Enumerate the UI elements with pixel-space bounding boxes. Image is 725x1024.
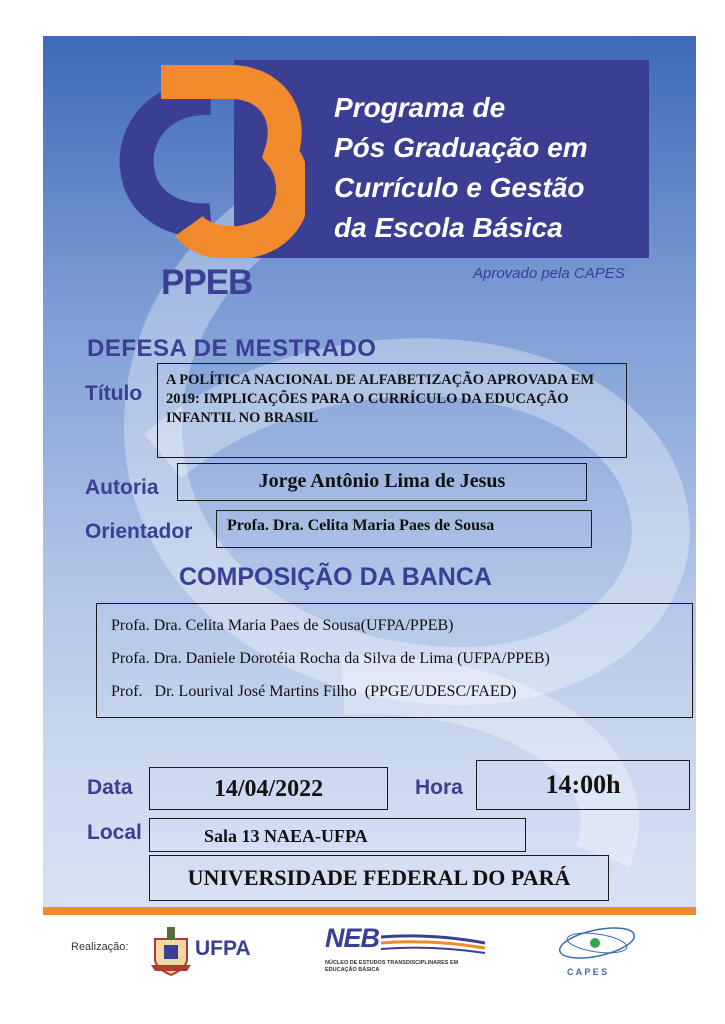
time-value: 14:00h <box>545 770 621 799</box>
place-value: Sala 13 NAEA-UFPA <box>204 826 368 846</box>
author-box <box>177 463 587 501</box>
university-box <box>149 855 609 901</box>
approved-by-capes: Aprovado pela CAPES <box>473 265 625 282</box>
date-box <box>149 767 388 810</box>
ufpa-crest-icon <box>149 925 193 977</box>
realizacao-label: Realização: <box>71 941 129 953</box>
time-label: Hora <box>415 776 463 799</box>
advisor-box <box>216 510 592 548</box>
committee-member-2: Profa. Dra. Daniele Dorotéia Rocha da Silva de Lima (UFPA/PPEB) <box>111 650 550 667</box>
title-box <box>157 363 627 458</box>
neb-caption <box>325 960 458 974</box>
defense-heading: DEFESA DE MESTRADO <box>87 335 377 362</box>
title-label: Título <box>85 382 143 405</box>
place-box <box>149 818 526 852</box>
poster <box>43 36 696 988</box>
neb-caption-line-1: NÚCLEO DE ESTUDOS TRANSDISCIPLINARES EM <box>325 960 459 966</box>
advisor-name: Profa. Dra. Celita Maria Paes de Sousa <box>227 517 495 534</box>
program-title: Programa de Pós Graduação em Currículo e Gestão da Escola Básica <box>334 92 588 243</box>
committee-member-1: Profa. Dra. Celita Maria Paes de Sousa(UFPA/PPEB) <box>111 617 454 634</box>
neb-wordmark: NEB <box>325 923 380 953</box>
ppeb-logo-icon <box>115 58 305 258</box>
committee-member-3: Prof. Dr. Lourival José Martins Filho (PPGE/UDESC/FAED) <box>111 683 517 700</box>
advisor-label: Orientador <box>85 520 193 543</box>
date-label: Data <box>87 776 133 799</box>
ufpa-wordmark: UFPA <box>195 937 251 960</box>
university-name: UNIVERSIDADE FEDERAL DO PARÁ <box>187 865 571 890</box>
thesis-title: A POLÍTICA NACIONAL DE ALFABETIZAÇÃO APROVADA EM 2019: IMPLICAÇÕES PARA O CURRÍCULO DA EDUCAÇÃO INFANTIL NO BRASIL <box>166 372 595 426</box>
capes-orbit-icon <box>555 921 639 961</box>
orange-divider <box>43 907 696 915</box>
committee-box <box>96 603 693 718</box>
committee-heading: COMPOSIÇÃO DA BANCA <box>179 563 492 591</box>
neb-caption-line-2: EDUCAÇÃO BÁSICA <box>325 967 380 973</box>
time-box <box>476 760 690 810</box>
author-name: Jorge Antônio Lima de Jesus <box>258 470 506 492</box>
capes-wordmark: C A P E S <box>567 967 608 977</box>
date-value: 14/04/2022 <box>213 776 324 802</box>
footer <box>43 915 696 988</box>
place-label: Local <box>87 821 142 844</box>
author-label: Autoria <box>85 476 159 499</box>
neb-swoosh-icon <box>381 931 485 955</box>
ppeb-wordmark: PPEB <box>161 263 253 302</box>
